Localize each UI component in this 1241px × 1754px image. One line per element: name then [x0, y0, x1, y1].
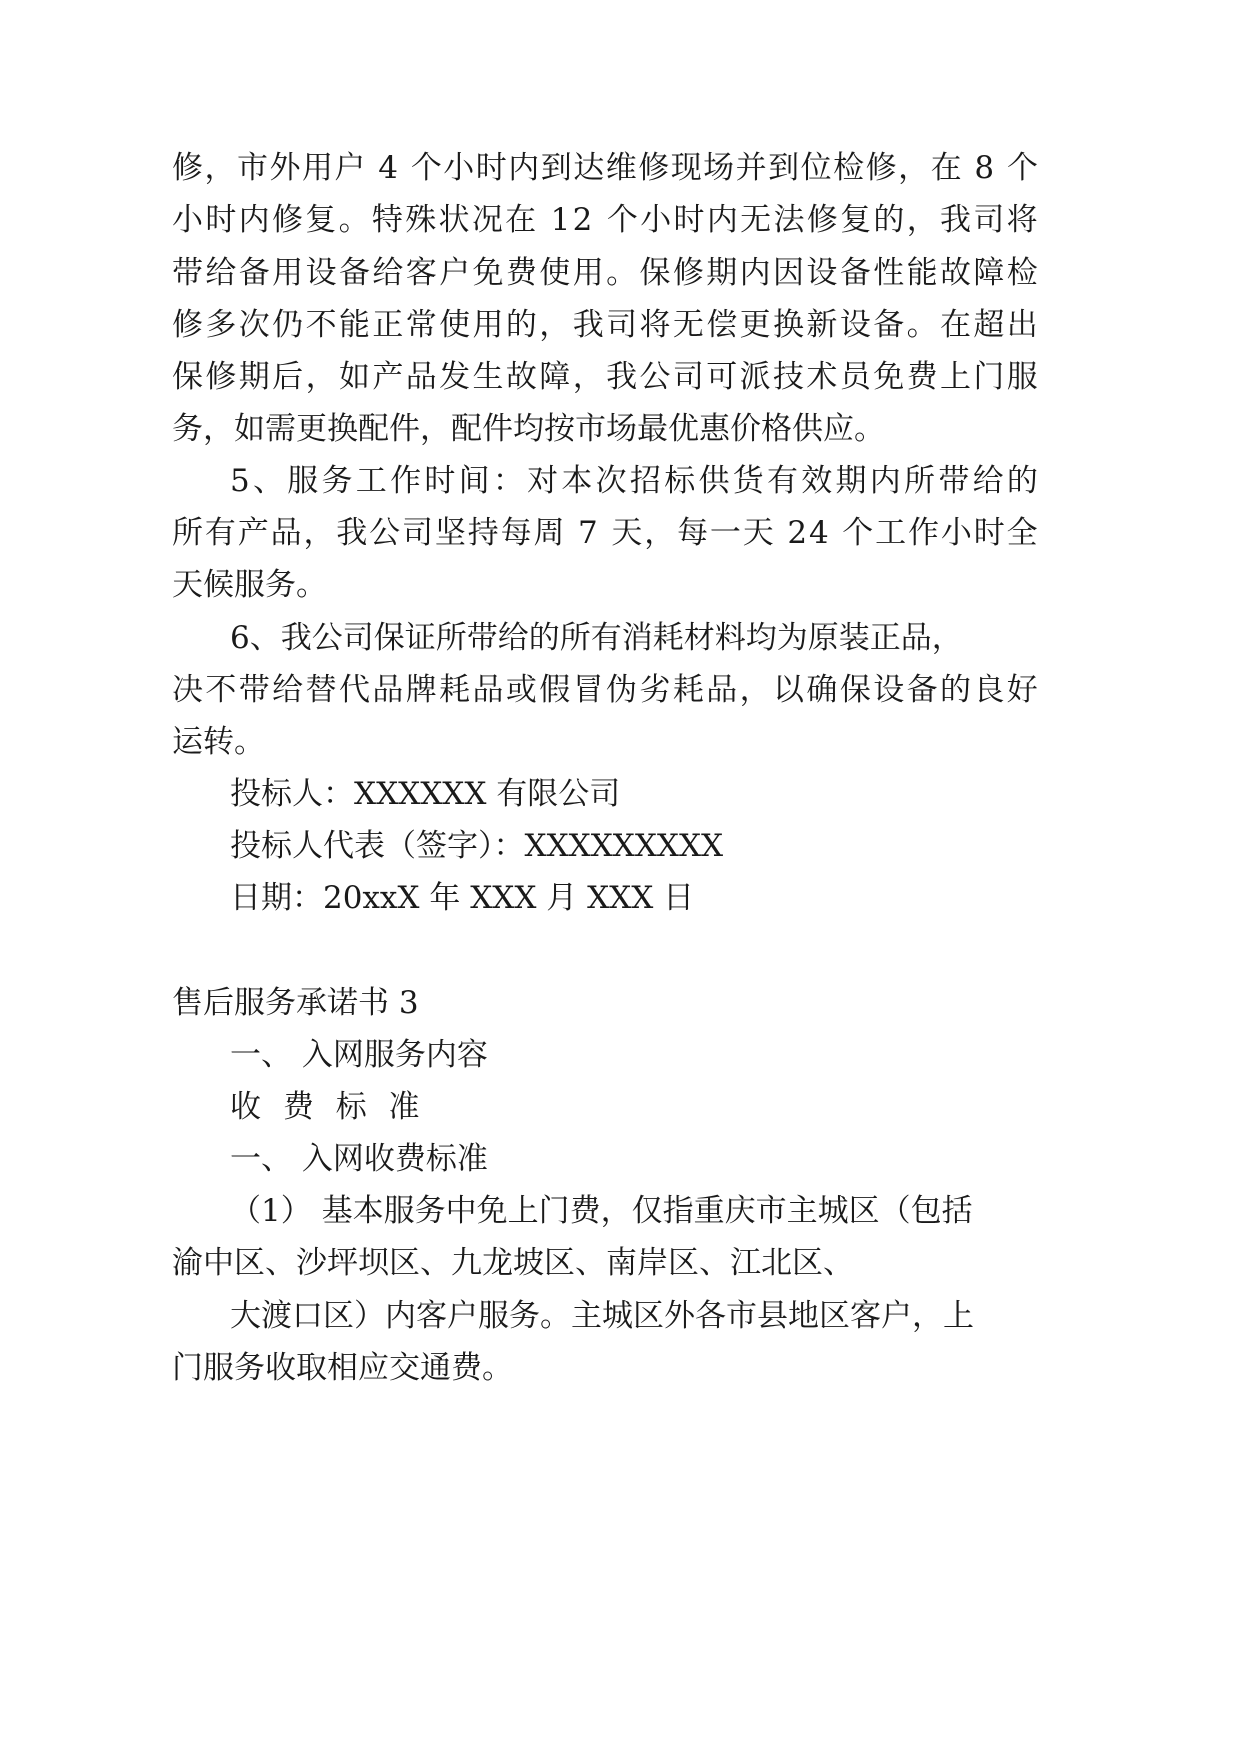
representative-line: 投标人代表（签字）：XXXXXXXXX: [230, 828, 724, 864]
paragraph-line: 修 多 次 仍 不 能 正 常 使 用 的 ， 我 司 将 无 偿 更 换 新 设 备 。 在 超 出: [172, 307, 1038, 343]
item5-line: 天候服务。: [172, 567, 327, 603]
paragraph-line: 保 修 期 后 ， 如 产 品 发 生 故 障 ， 我 公 司 可 派 技 术 员 免 费 上 门 服: [172, 359, 1038, 395]
date-line: 日期：20xxX 年 XXX 月 XXX 日: [230, 880, 695, 916]
paragraph-line: 小 时 内 修 复 。 特 殊 状 况 在 1 2 个 小 时 内 无 法 修 复 的 ， 我 司 将: [172, 202, 1038, 238]
section-title: 售后服务承诺书 3: [172, 985, 419, 1021]
bidder-line: 投标人：XXXXXX 有限公司: [230, 776, 621, 812]
item6-line: 决 不 带 给 替 代 品 牌 耗 品 或 假 冒 伪 劣 耗 品 ， 以 确 保 设 备 的 良 好: [172, 672, 1038, 708]
section-heading: 一、 入网收费标准: [230, 1141, 488, 1177]
item5-line: 5 、 服 务 工 作 时 间 ： 对 本 次 招 标 供 货 有 效 期 内 所 带 给 的: [230, 463, 1038, 499]
section3-item1-line: （1） 基本服务中免上门费，仅指重庆市主城区（包括: [230, 1193, 973, 1229]
section3-item1-line: 渝中区、沙坪坝区、九龙坡区、南岸区、江北区、: [172, 1245, 854, 1281]
section-heading: 一、 入网服务内容: [230, 1037, 488, 1073]
item6-line: 6、我公司保证所带给的所有消耗材料均为原装正品，: [230, 620, 963, 656]
paragraph-line: 带 给 备 用 设 备 给 客 户 免 费 使 用 。 保 修 期 内 因 设 备 性 能 故 障 检: [172, 255, 1038, 291]
item5-line: 所 有 产 品 ， 我 公 司 坚 持 每 周 7 天 ， 每 一 天 2 4 个 工 作 小 时 全: [172, 515, 1038, 551]
paragraph-line: 务，如需更换配件，配件均按市场最优惠价格供应。: [172, 411, 885, 447]
section-heading: 收 费 标 准: [230, 1089, 426, 1125]
paragraph-line: 修 ， 市 外 用 户 4 个 小 时 内 到 达 维 修 现 场 并 到 位 检 修 ， 在 8 个: [172, 150, 1038, 186]
section3-item1-line: 大渡口区）内客户服务。主城区外各市县地区客户，上: [230, 1298, 974, 1334]
item6-line: 运转。: [172, 724, 265, 760]
section3-item1-line: 门服务收取相应交通费。: [172, 1350, 513, 1386]
